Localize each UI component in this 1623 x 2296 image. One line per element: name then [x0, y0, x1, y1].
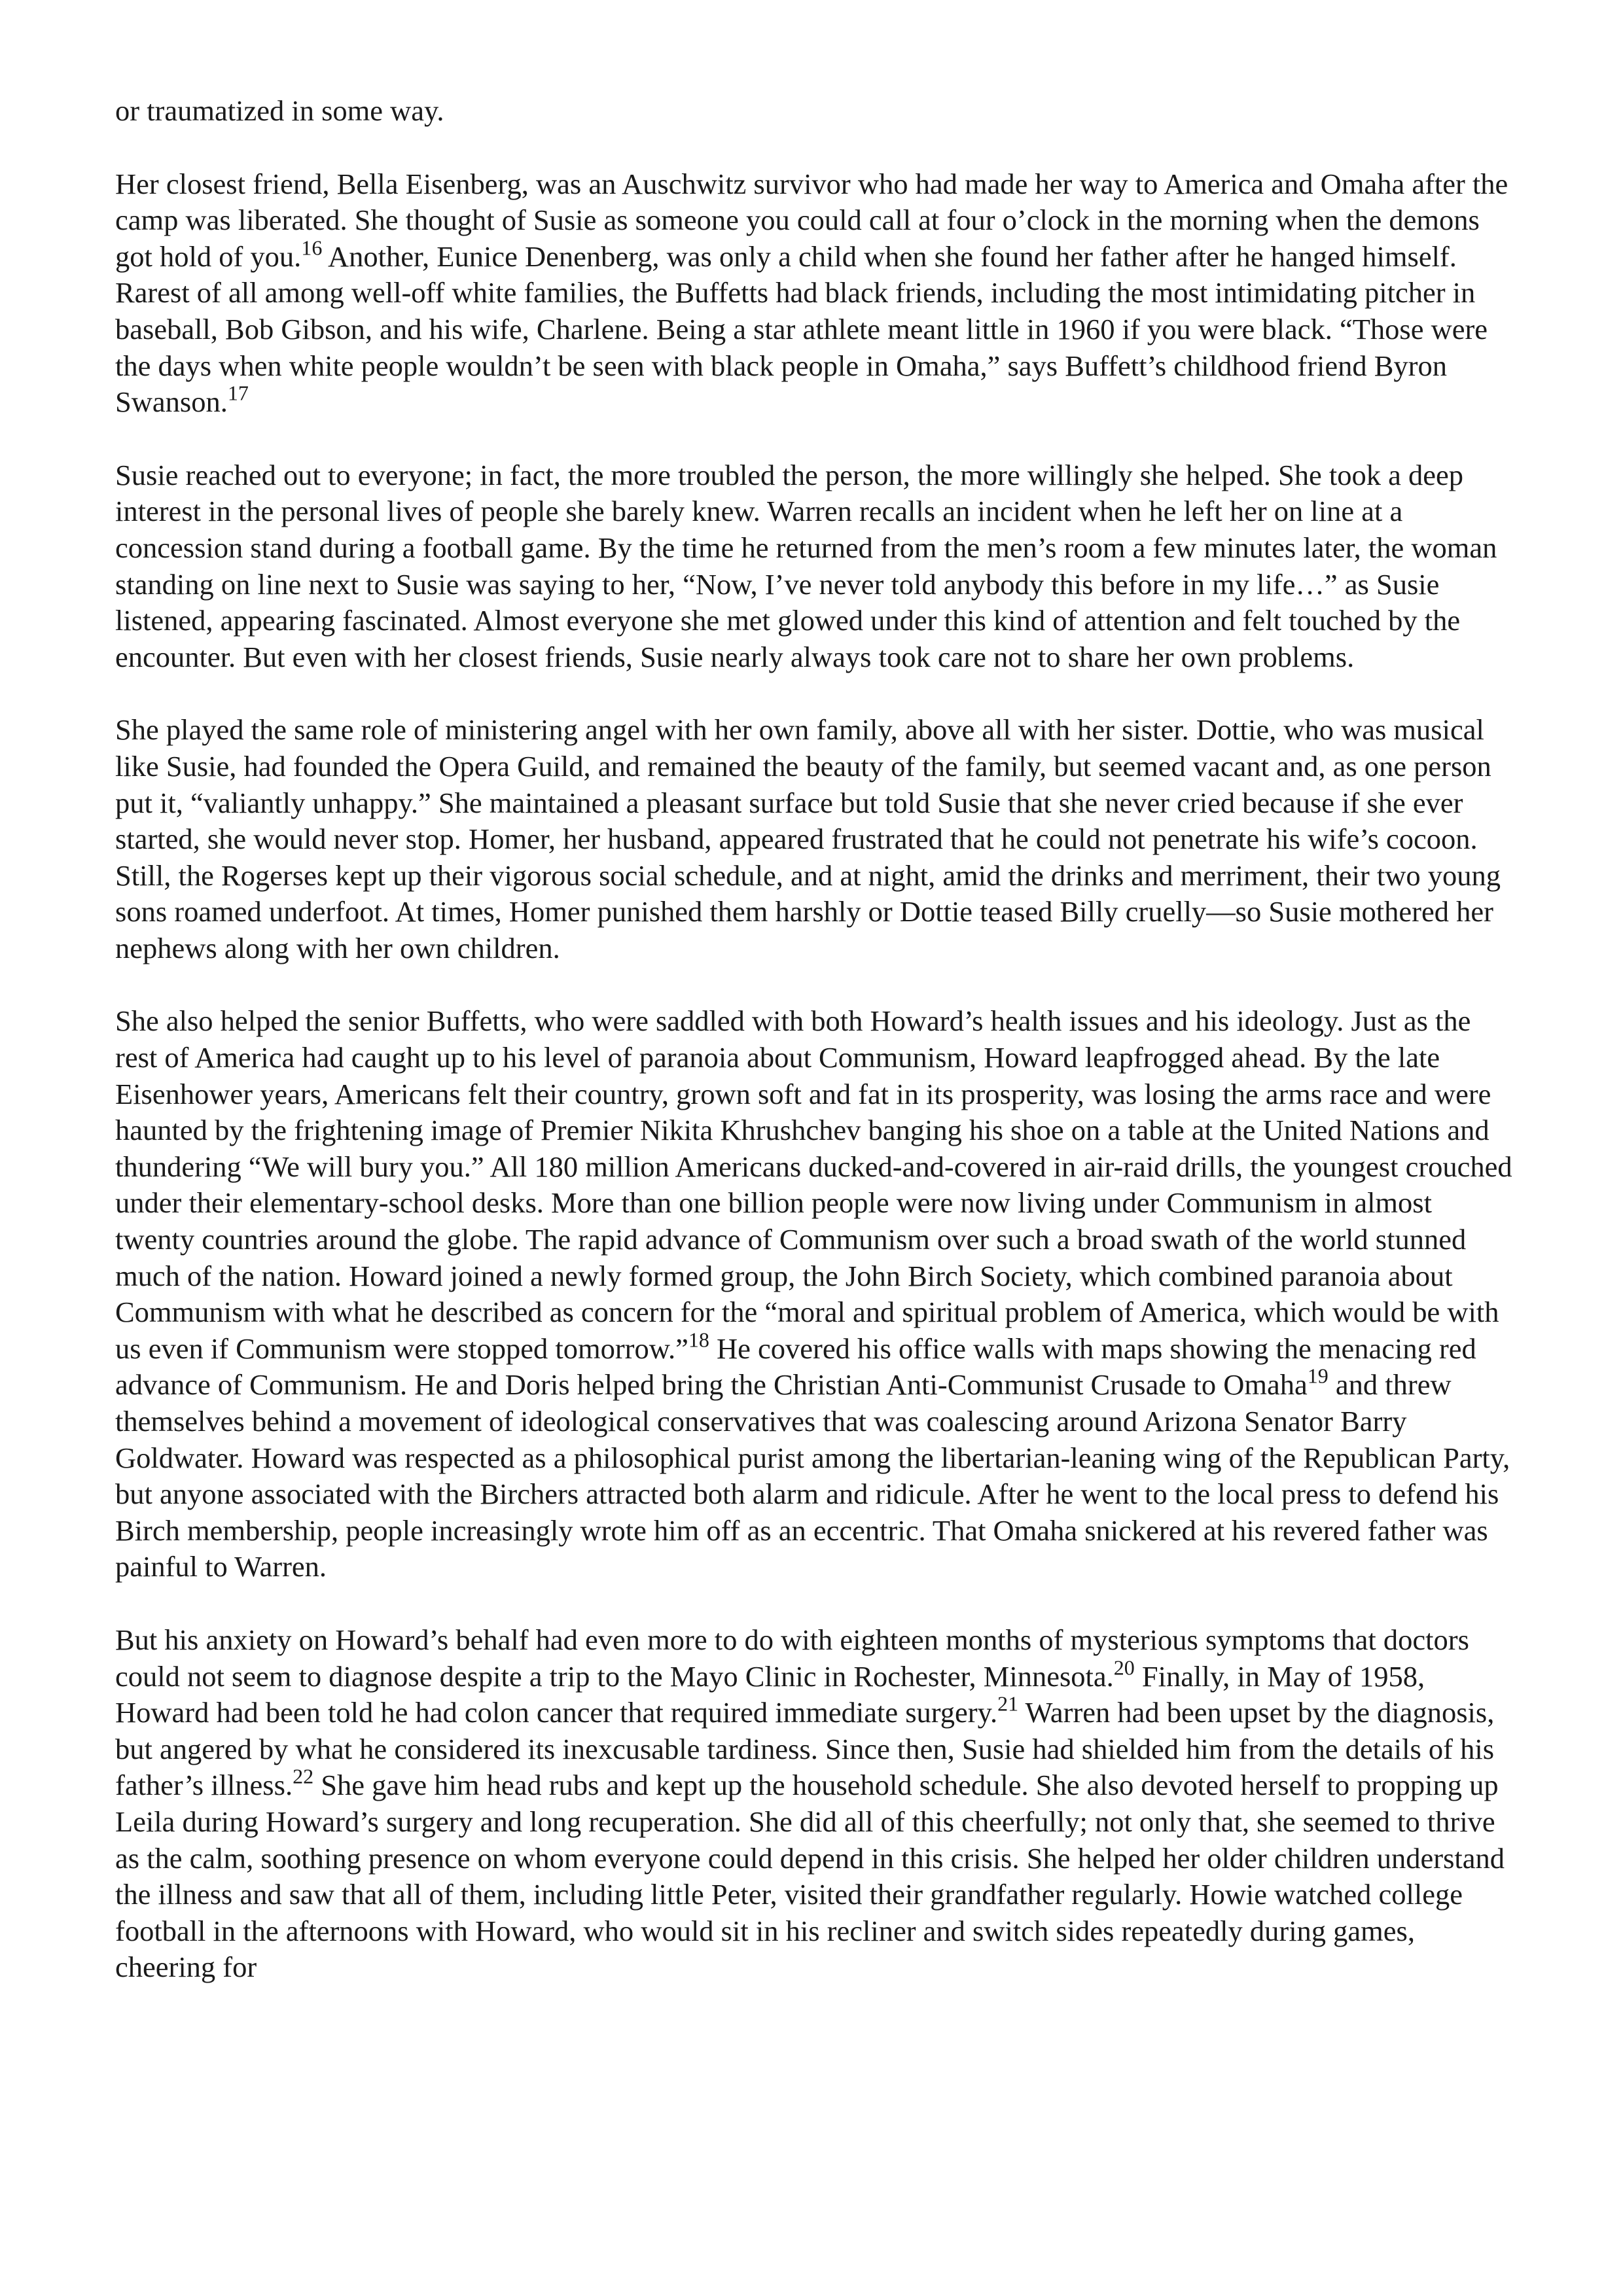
- footnote-marker[interactable]: 22: [293, 1764, 314, 1788]
- paragraph-text: She also helped the senior Buffetts, who were saddled with both Howard’s health issues and his ideology. Just as the rest of America had caught up to his level of paranoia about Communism, Howard leapfrogged ahead. By the late Eisenhower years, Americans felt their country, grown soft and fat in its prosperity, was losing the arms race and were haunted by the frightening image of Premier Nikita Khrushchev banging his shoe on a table at the United Nations and thundering “We will bury you.” All 180 million Americans ducked-and-covered in air-raid drills, the youngest crouched under their elementary-school desks. More than one billion people were now living under Communism in almost twenty countries around the globe. The rapid advance of Communism over such a broad swath of the world stunned much of the nation. Howard joined a newly formed group, the John Birch Society, which combined paranoia about Communism with what he described as concern for the “moral and spiritual problem of America, which would be with us even if Communism were stopped tomorrow.”: [115, 1004, 1512, 1365]
- paragraph: [115, 1003, 1516, 1585]
- footnote-marker[interactable]: 16: [301, 236, 323, 260]
- footnote-marker[interactable]: 17: [227, 381, 249, 405]
- paragraph: [115, 457, 1516, 676]
- footnote-marker[interactable]: 18: [688, 1328, 709, 1352]
- paragraph-text: Finally, in May of 1958, Howard had been told he had colon cancer that required immediate surgery.: [115, 1659, 1425, 1729]
- paragraph-text: Another, Eunice Denenberg, was only a child when she found her father after he hanged himself. Rarest of all among well-off white families, the Buffetts had black friends, including the most intimidating pitcher in baseball, Bob Gibson, and his wife, Charlene. Being a star athlete meant little in 1960 if you were black. “Those were the days when white people wouldn’t be seen with black people in Omaha,” says Buffett’s childhood friend Byron Swanson.: [115, 239, 1488, 419]
- paragraph-text: She gave him head rubs and kept up the household schedule. She also devoted herself to propping up Leila during Howard’s surgery and long recuperation. She did all of this cheerfully; not only that, she seemed to thrive as the calm, soothing presence on whom everyone could depend in this crisis. She helped her older children understand the illness and saw that all of them, including little Peter, visited their grandfather regularly. Howie watched college football in the afternoons with Howard, who would sit in his recliner and switch sides repeatedly during games, cheering for: [115, 1769, 1505, 1984]
- paragraph-text: He covered his office walls with maps showing the menacing red advance of Communism. He and Doris helped bring the Christian Anti-Communist Crusade to Omaha: [115, 1332, 1476, 1402]
- footnote-marker[interactable]: 19: [1307, 1364, 1329, 1388]
- footnote-marker[interactable]: 20: [1113, 1655, 1135, 1679]
- paragraph: [115, 712, 1516, 966]
- footnote-marker[interactable]: 21: [997, 1691, 1019, 1716]
- paragraph-text: Warren had been upset by the diagnosis, but angered by what he considered its inexcusable tardiness. Since then, Susie had shielded him from the details of his father’s illness.: [115, 1696, 1495, 1802]
- paragraph: [115, 1622, 1516, 1986]
- paragraph-text: She played the same role of ministering angel with her own family, above all with her sister. Dottie, who was musical like Susie, had founded the Opera Guild, and remained the beauty of the family, but seemed vacant and, as one person put it, “valiantly unhappy.” She maintained a pleasant surface but told Susie that she never cried because if she ever started, she would never stop. Homer, her husband, appeared frustrated that he could not penetrate his wife’s cocoon. Still, the Rogerses kept up their vigorous social schedule, and at night, amid the drinks and merriment, their two young sons roamed underfoot. At times, Homer punished them harshly or Dottie teased Billy cruelly—so Susie mothered her nephews along with her own children.: [115, 713, 1501, 964]
- paragraph-text: Susie reached out to everyone; in fact, the more troubled the person, the more willingly she helped. She took a deep interest in the personal lives of people she barely knew. Warren recalls an incident when he left her on line at a concession stand during a football game. By the time he returned from the men’s room a few minutes later, the woman standing on line next to Susie was saying to her, “Now, I’ve never told anybody this before in my life…” as Susie listened, appearing fascinated. Almost everyone she met glowed under this kind of attention and felt touched by the encounter. But even with her closest friends, Susie nearly always took care not to share her own problems.: [115, 458, 1497, 673]
- paragraph-text: or traumatized in some way.: [115, 94, 444, 127]
- paragraph-text: Her closest friend, Bella Eisenberg, was an Auschwitz survivor who had made her way to America and Omaha after the camp was liberated. She thought of Susie as someone you could call at four o’clock in the morning when the demons got hold of you.: [115, 167, 1508, 273]
- paragraph: [115, 166, 1516, 421]
- paragraph-text: and threw themselves behind a movement of ideological conservatives that was coalescing around Arizona Senator Barry Goldwater. Howard was respected as a philosophical purist among the libertarian-leaning wing of the Republican Party, but anyone associated with the Birchers attracted both alarm and ridicule. After he went to the local press to defend his Birch membership, people increasingly wrote him off as an eccentric. That Omaha snickered at his revered father was painful to Warren.: [115, 1368, 1510, 1583]
- paragraph-text: But his anxiety on Howard’s behalf had even more to do with eighteen months of mysterious symptoms that doctors could not seem to diagnose despite a trip to the Mayo Clinic in Rochester, Minnesota.: [115, 1623, 1469, 1693]
- document-page: [115, 93, 1516, 1986]
- paragraph: [115, 93, 1516, 130]
